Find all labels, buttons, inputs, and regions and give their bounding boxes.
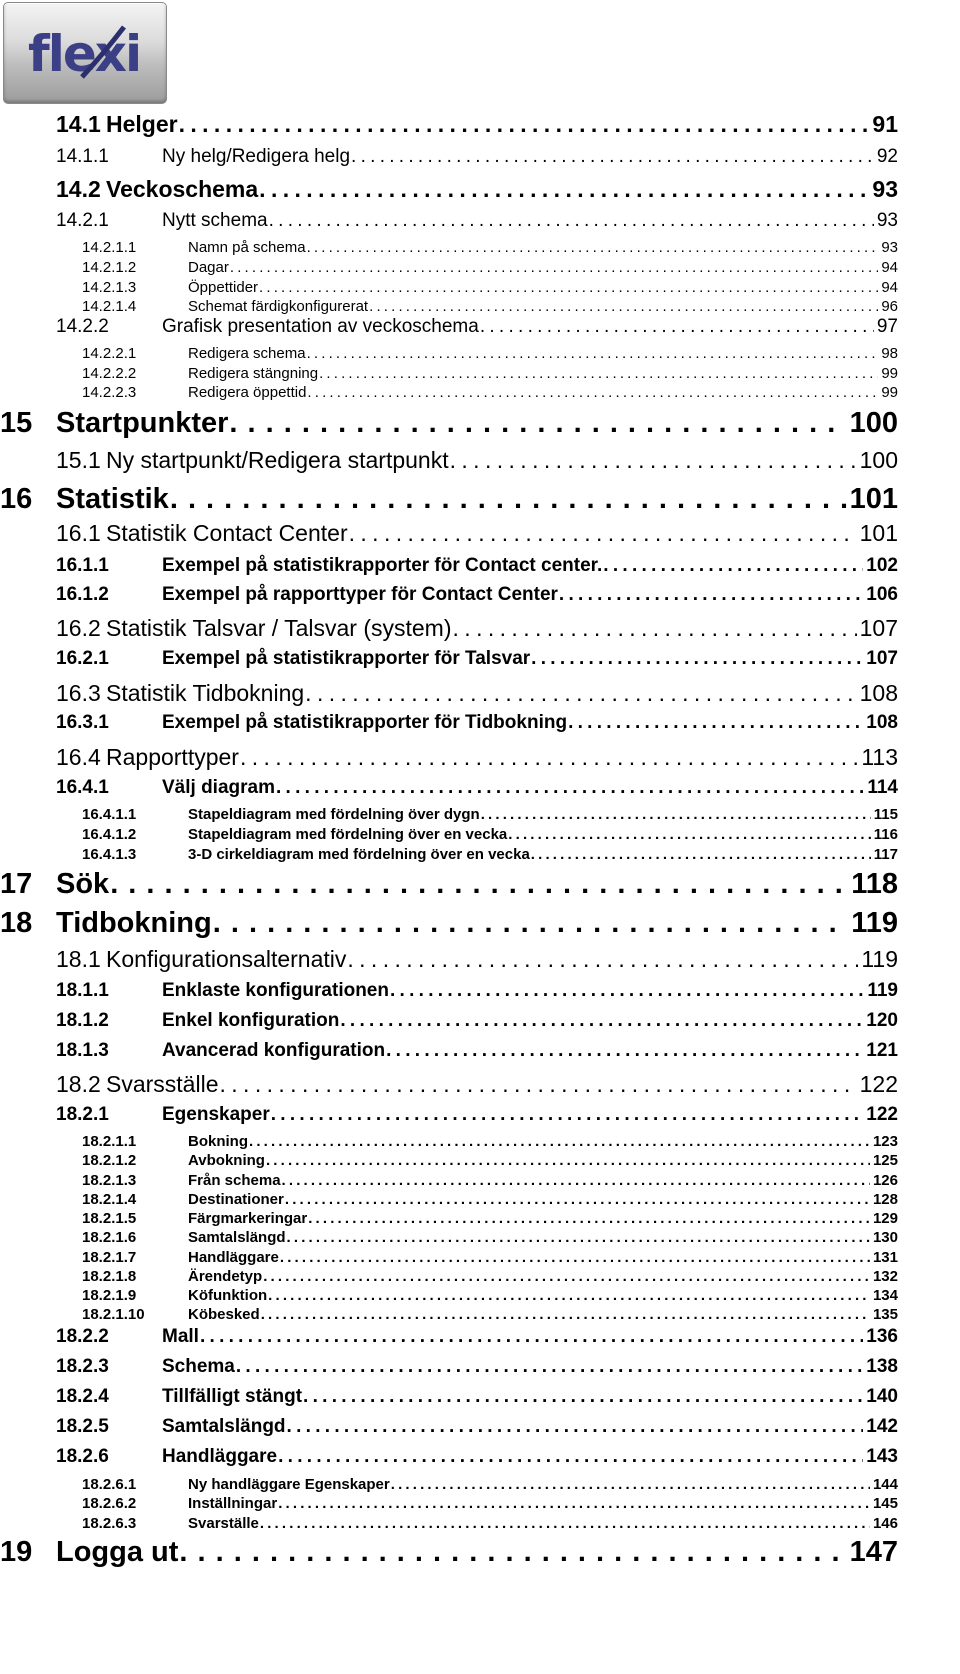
toc-entry-page: 131: [872, 1249, 898, 1266]
toc-entry-number: 15.1: [56, 447, 101, 473]
toc-leader-dots: [391, 1476, 870, 1493]
toc-entry-number: 18: [0, 907, 33, 939]
toc-entry[interactable]: [0, 1133, 898, 1150]
toc-entry[interactable]: [0, 1104, 898, 1126]
toc-entry[interactable]: [0, 1326, 898, 1348]
toc-entry-title: Egenskaper: [162, 1104, 270, 1125]
toc-entry-title: Ny handläggare Egenskaper: [188, 1476, 390, 1493]
toc-entry-page: 93: [872, 176, 898, 202]
toc-entry[interactable]: [0, 146, 898, 168]
toc-entry-number: 18.2.4: [56, 1386, 109, 1407]
toc-leader-dots: [347, 946, 858, 973]
toc-entry[interactable]: [0, 111, 898, 138]
toc-entry[interactable]: [0, 1268, 898, 1285]
toc-entry-number: 14.2.2: [56, 316, 109, 337]
toc-entry-page: 93: [876, 210, 898, 231]
toc-entry[interactable]: [0, 384, 898, 401]
toc-entry-page: 147: [849, 1536, 898, 1568]
toc-entry[interactable]: [0, 846, 898, 863]
toc-entry-title: Öppettider: [188, 279, 259, 296]
toc-leader-dots: [200, 1326, 863, 1348]
toc-entry-title: Samtalslängd: [162, 1416, 286, 1437]
toc-entry-title: Ärendetyp: [188, 1268, 263, 1285]
toc-entry[interactable]: [0, 868, 898, 901]
toc-entry-number: 16.1.2: [56, 584, 109, 605]
toc-entry[interactable]: [0, 1287, 898, 1304]
toc-entry-number: 18.2.1.3: [82, 1172, 137, 1189]
toc-leader-dots: [453, 615, 857, 642]
toc-entry-number: 16.2.1: [56, 648, 109, 669]
toc-entry-title: Samtalslängd: [188, 1229, 286, 1246]
toc-leader-dots: [179, 111, 870, 138]
toc-leader-dots: [481, 806, 871, 823]
toc-entry-title: Rapporttyper: [106, 744, 239, 770]
toc-entry-number: 18.2.6.3: [82, 1515, 137, 1532]
toc-entry[interactable]: [0, 447, 898, 474]
toc-entry-number: 14.2.1.2: [82, 259, 137, 276]
toc-entry[interactable]: [0, 744, 898, 771]
toc-leader-dots: [386, 1040, 863, 1062]
toc-entry[interactable]: [0, 826, 898, 843]
toc-entry-number: 14.1: [56, 111, 101, 137]
toc-leader-dots: [305, 680, 856, 707]
toc-entry-number: 18.2.6: [56, 1446, 109, 1467]
flexi-logo: [3, 2, 167, 104]
toc-entry-number: 18.2.1.1: [82, 1133, 137, 1150]
toc-leader-dots: [307, 345, 879, 362]
toc-entry[interactable]: [0, 345, 898, 362]
toc-entry-number: 16.4: [56, 744, 101, 770]
toc-leader-dots: [260, 1515, 870, 1532]
toc-entry-page: 140: [866, 1386, 898, 1407]
toc-entry-number: 15: [0, 407, 33, 439]
toc-entry[interactable]: [0, 946, 898, 973]
toc-entry-number: 18.2: [56, 1071, 101, 1097]
toc-entry[interactable]: [0, 1010, 898, 1032]
toc-entry[interactable]: [0, 615, 898, 642]
toc-entry[interactable]: [0, 1446, 898, 1468]
toc-leader-dots: [269, 210, 874, 232]
toc-entry-title: Redigera schema: [188, 345, 306, 362]
toc-entry[interactable]: [0, 483, 898, 516]
toc-entry-number: 14.2.1.4: [82, 298, 137, 315]
toc-leader-dots: [340, 1010, 863, 1032]
toc-entry-title: Exempel på statistikrapporter för Tidbokning: [162, 712, 568, 733]
toc-leader-dots: [531, 846, 871, 863]
toc-entry-page: 108: [866, 712, 898, 733]
toc-entry-title: Statistik Talsvar / Talsvar (system): [106, 615, 452, 641]
toc-entry-page: 94: [881, 279, 898, 296]
toc-leader-dots: [390, 980, 864, 1002]
toc-entry[interactable]: [0, 298, 898, 315]
toc-entry[interactable]: [0, 1416, 898, 1438]
toc-entry-page: 102: [866, 555, 898, 576]
toc-leader-dots: [259, 176, 869, 203]
toc-entry[interactable]: [0, 584, 898, 606]
toc-leader-dots: [287, 1229, 870, 1246]
toc-entry-number: 18.2.1.6: [82, 1229, 137, 1246]
toc-entry-number: 18.1.1: [56, 980, 109, 1001]
toc-entry[interactable]: [0, 1249, 898, 1266]
toc-leader-dots: [229, 407, 846, 440]
toc-leader-dots: [351, 146, 874, 168]
toc-entry[interactable]: [0, 1536, 898, 1569]
toc-entry[interactable]: [0, 1071, 898, 1098]
toc-entry-title: Stapeldiagram med fördelning över dygn: [188, 806, 480, 823]
toc-entry-page: 119: [867, 980, 898, 1001]
toc-entry[interactable]: [0, 1040, 898, 1062]
toc-entry[interactable]: [0, 1515, 898, 1532]
toc-entry-page: 107: [859, 615, 898, 641]
toc-entry-number: 18.2.1.7: [82, 1249, 137, 1266]
toc-entry-number: 16.3.1: [56, 712, 109, 733]
toc-entry[interactable]: [0, 239, 898, 256]
toc-leader-dots: [278, 1446, 863, 1468]
toc-entry-number: 14.2.1: [56, 210, 109, 231]
toc-entry-title: Färgmarkeringar: [188, 1210, 308, 1227]
toc-entry-number: 18.2.1.2: [82, 1152, 137, 1169]
toc-entry-number: 18.2.1.5: [82, 1210, 137, 1227]
toc-entry-title: Svarställe: [188, 1515, 259, 1532]
toc-entry-page: 119: [861, 946, 898, 972]
toc-entry-title: Stapeldiagram med fördelning över en vecka: [188, 826, 508, 843]
toc-entry-title: Handläggare: [188, 1249, 279, 1266]
toc-entry-page: 114: [867, 777, 898, 798]
toc-entry[interactable]: [0, 259, 898, 276]
toc-entry-number: 16.4.1.3: [82, 846, 137, 863]
toc-entry[interactable]: [0, 907, 898, 940]
toc-entry-number: 18.2.2: [56, 1326, 109, 1347]
toc-leader-dots: [303, 1386, 863, 1408]
toc-entry[interactable]: [0, 176, 898, 203]
toc-entry-number: 16.4.1.1: [82, 806, 137, 823]
toc-entry-page: 134: [872, 1287, 898, 1304]
toc-leader-dots: [603, 555, 863, 577]
toc-leader-dots: [282, 1172, 870, 1189]
toc-entry[interactable]: [0, 316, 898, 338]
toc-entry-title: Statistik: [56, 483, 169, 515]
toc-entry-title: Ny startpunkt/Redigera startpunkt: [106, 447, 449, 473]
toc-entry-title: Redigera stängning: [188, 365, 319, 382]
toc-entry-page: 136: [866, 1326, 898, 1347]
toc-entry-title: Ny helg/Redigera helg: [162, 146, 351, 167]
toc-entry-number: 18.2.1.8: [82, 1268, 137, 1285]
toc-leader-dots: [369, 298, 878, 315]
toc-entry-page: 98: [881, 345, 898, 362]
toc-entry-title: Inställningar: [188, 1495, 278, 1512]
toc-entry-page: 101: [849, 483, 898, 515]
toc-entry-page: 107: [866, 648, 898, 669]
toc-entry-number: 18.2.1: [56, 1104, 109, 1125]
toc-entry-page: 113: [861, 744, 898, 770]
toc-leader-dots: [559, 584, 863, 606]
toc-entry-title: Från schema: [188, 1172, 281, 1189]
toc-entry-page: 99: [881, 384, 898, 401]
toc-leader-dots: [349, 520, 857, 547]
toc-entry[interactable]: [0, 980, 898, 1002]
toc-entry-page: 100: [859, 447, 898, 473]
toc-entry[interactable]: [0, 1191, 898, 1208]
toc-entry-page: 93: [881, 239, 898, 256]
toc-entry-title: Statistik Contact Center: [106, 520, 348, 546]
toc-entry-title: Statistik Tidbokning: [106, 680, 305, 706]
toc-entry[interactable]: [0, 279, 898, 296]
toc-leader-dots: [219, 1071, 856, 1098]
toc-leader-dots: [266, 1152, 870, 1169]
toc-entry-page: 97: [876, 316, 898, 337]
toc-leader-dots: [240, 744, 858, 771]
toc-entry-page: 122: [866, 1104, 898, 1125]
toc-entry-title: Exempel på rapporttyper för Contact Center: [162, 584, 558, 605]
toc-leader-dots: [276, 777, 864, 799]
toc-leader-dots: [179, 1536, 846, 1569]
toc-entry[interactable]: [0, 1172, 898, 1189]
toc-leader-dots: [259, 279, 878, 296]
toc-entry-page: 116: [873, 826, 898, 843]
toc-leader-dots: [280, 1249, 870, 1266]
toc-entry[interactable]: [0, 680, 898, 707]
toc-leader-dots: [285, 1191, 870, 1208]
toc-entry-page: 91: [872, 111, 898, 137]
toc-leader-dots: [271, 1104, 864, 1126]
toc-entry-number: 18.2.3: [56, 1356, 109, 1377]
toc-leader-dots: [287, 1416, 864, 1438]
toc-entry[interactable]: [0, 407, 898, 440]
toc-entry-title: Exempel på statistikrapporter för Contact center.: [162, 555, 603, 576]
toc-leader-dots: [213, 907, 848, 940]
toc-entry[interactable]: [0, 1386, 898, 1408]
toc-entry-page: 122: [859, 1071, 898, 1097]
toc-entry[interactable]: [0, 210, 898, 232]
toc-entry-page: 144: [872, 1476, 898, 1493]
toc-entry-page: 92: [876, 146, 898, 167]
toc-leader-dots: [263, 1268, 870, 1285]
toc-entry-title: Svarsställe: [106, 1071, 219, 1097]
toc-entry[interactable]: [0, 1152, 898, 1169]
toc-entry-page: 108: [859, 680, 898, 706]
toc-entry-page: 129: [872, 1210, 898, 1227]
toc-entry-title: Köbesked: [188, 1306, 260, 1323]
toc-leader-dots: [450, 447, 857, 474]
toc-entry-page: 128: [872, 1191, 898, 1208]
toc-entry[interactable]: [0, 1229, 898, 1246]
toc-leader-dots: [110, 868, 848, 901]
toc-entry[interactable]: [0, 648, 898, 670]
toc-leader-dots: [508, 826, 871, 843]
toc-entry-number: 18.1.2: [56, 1010, 109, 1031]
toc-entry-title: Dagar: [188, 259, 229, 276]
toc-entry[interactable]: [0, 806, 898, 823]
toc-entry-page: 143: [866, 1446, 898, 1467]
toc-leader-dots: [268, 1287, 870, 1304]
toc-entry-number: 16.4.1: [56, 777, 109, 798]
toc-entry-page: 125: [872, 1152, 898, 1169]
toc-entry-number: 18.1: [56, 946, 101, 972]
toc-entry[interactable]: [0, 1210, 898, 1227]
toc-entry-title: Tillfälligt stängt: [162, 1386, 303, 1407]
toc-entry-page: 142: [866, 1416, 898, 1437]
toc-leader-dots: [249, 1133, 870, 1150]
toc-entry-number: 14.2.1.1: [82, 239, 137, 256]
toc-leader-dots: [307, 239, 879, 256]
toc-entry-number: 14.1.1: [56, 146, 109, 167]
toc-entry-number: 16.3: [56, 680, 101, 706]
toc-leader-dots: [308, 1210, 870, 1227]
toc-leader-dots: [278, 1495, 870, 1512]
toc-entry-title: Avancerad konfiguration: [162, 1040, 386, 1061]
toc-leader-dots: [531, 648, 863, 670]
toc-entry-title: Konfigurationsalternativ: [106, 946, 347, 972]
toc-entry-title: Välj diagram: [162, 777, 275, 798]
toc-entry-title: Namn på schema: [188, 239, 306, 256]
toc-leader-dots: [319, 365, 878, 382]
toc-entry-title: Nytt schema: [162, 210, 268, 231]
toc-leader-dots: [236, 1356, 863, 1378]
toc-entry-number: 14.2.2.3: [82, 384, 137, 401]
toc-entry-number: 16.1: [56, 520, 101, 546]
toc-entry-title: Schemat färdigkonfigurerat: [188, 298, 369, 315]
toc-entry-page: 106: [866, 584, 898, 605]
toc-leader-dots: [170, 483, 847, 516]
toc-entry-number: 18.2.1.10: [82, 1306, 145, 1323]
toc-leader-dots: [307, 384, 878, 401]
toc-entry[interactable]: [0, 777, 898, 799]
toc-entry-title: Sök: [56, 868, 110, 900]
toc-entry-page: 100: [849, 407, 898, 439]
toc-entry-number: 18.2.1.9: [82, 1287, 137, 1304]
toc-entry-title: Köfunktion: [188, 1287, 268, 1304]
toc-entry-page: 130: [872, 1229, 898, 1246]
toc-entry-title: Handläggare: [162, 1446, 278, 1467]
toc-entry-page: 126: [872, 1172, 898, 1189]
toc-leader-dots: [568, 712, 863, 734]
toc-entry-number: 16.2: [56, 615, 101, 641]
toc-entry[interactable]: [0, 520, 898, 547]
toc-entry-page: 121: [866, 1040, 898, 1061]
toc-entry-number: 16: [0, 483, 33, 515]
toc-entry-number: 16.1.1: [56, 555, 109, 576]
toc-entry-title: Startpunkter: [56, 407, 229, 439]
toc-entry-title: Avbokning: [188, 1152, 265, 1169]
toc-entry-page: 138: [866, 1356, 898, 1377]
toc-entry-title: Enkel konfiguration: [162, 1010, 340, 1031]
toc-entry[interactable]: [0, 1306, 898, 1323]
toc-entry-number: 17: [0, 868, 33, 900]
toc-entry-page: 132: [872, 1268, 898, 1285]
toc-entry-title: Helger: [106, 111, 178, 137]
toc-entry-number: 14.2: [56, 176, 101, 202]
toc-entry-title: Destinationer: [188, 1191, 284, 1208]
toc-leader-dots: [230, 259, 878, 276]
toc-entry-page: 101: [859, 520, 898, 546]
toc-entry-page: 117: [873, 846, 898, 863]
toc-entry[interactable]: [0, 712, 898, 734]
logo-wordmark: flexi: [28, 25, 141, 83]
toc-entry-number: 18.2.6.2: [82, 1495, 137, 1512]
toc-entry-number: 18.2.5: [56, 1416, 109, 1437]
toc-entry-page: 94: [881, 259, 898, 276]
toc-entry-title: Schema: [162, 1356, 235, 1377]
toc-entry-title: Enklaste konfigurationen: [162, 980, 389, 1001]
toc-entry-page: 123: [872, 1133, 898, 1150]
toc-entry-page: 146: [872, 1515, 898, 1532]
toc-entry[interactable]: [0, 555, 898, 577]
toc-entry-number: 18.2.1.4: [82, 1191, 137, 1208]
toc-entry[interactable]: [0, 365, 898, 382]
toc-entry-title: Bokning: [188, 1133, 248, 1150]
toc-entry-title: Redigera öppettid: [188, 384, 307, 401]
toc-entry-page: 120: [866, 1010, 898, 1031]
toc-entry-number: 19: [0, 1536, 33, 1568]
toc-entry-page: 96: [881, 298, 898, 315]
toc-entry-title: Logga ut: [56, 1536, 179, 1568]
toc-entry-number: 14.2.2.2: [82, 365, 137, 382]
toc-entry-title: 3-D cirkeldiagram med fördelning över en vecka: [188, 846, 530, 863]
toc-entry-page: 115: [873, 806, 898, 823]
toc-entry-page: 145: [872, 1495, 898, 1512]
toc-entry-number: 14.2.1.3: [82, 279, 137, 296]
toc-leader-dots: [261, 1306, 870, 1323]
toc-entry-number: 16.4.1.2: [82, 826, 137, 843]
toc-entry-number: 14.2.2.1: [82, 345, 137, 362]
toc-entry-page: 119: [851, 907, 898, 939]
toc-entry-title: Mall: [162, 1326, 199, 1347]
toc-entry-title: Grafisk presentation av veckoschema: [162, 316, 479, 337]
toc-entry-page: 99: [881, 365, 898, 382]
toc-entry-page: 135: [872, 1306, 898, 1323]
toc-entry-title: Tidbokning: [56, 907, 212, 939]
toc-entry[interactable]: [0, 1476, 898, 1493]
toc-entry-number: 18.2.6.1: [82, 1476, 137, 1493]
logo-graphic: [4, 3, 166, 103]
toc-entry[interactable]: [0, 1495, 898, 1512]
toc-entry-page: 118: [851, 868, 898, 900]
toc-entry-title: Veckoschema: [106, 176, 259, 202]
toc-leader-dots: [480, 316, 874, 338]
toc-entry[interactable]: [0, 1356, 898, 1378]
toc-entry-number: 18.1.3: [56, 1040, 109, 1061]
toc-entry-title: Exempel på statistikrapporter för Talsvar: [162, 648, 531, 669]
